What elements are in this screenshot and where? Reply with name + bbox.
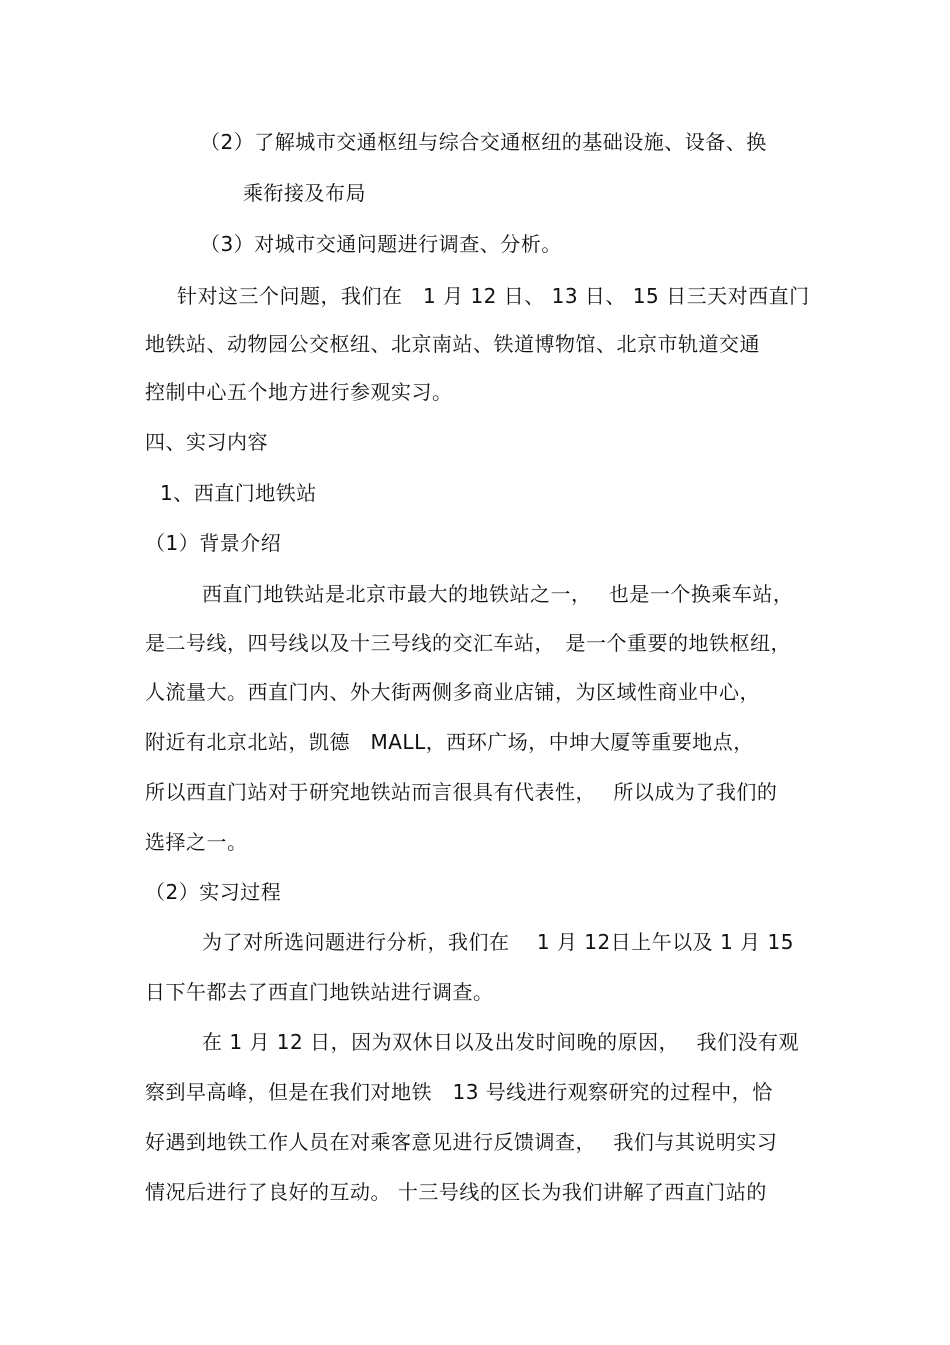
text-line-3: （3）对城市交通问题进行调查、分析。: [200, 232, 562, 256]
text-line-19: 在 1 月 12 日，因为双休日以及出发时间晚的原因， 我们没有观: [202, 1030, 799, 1054]
text-line-6: 控制中心五个地方进行参观实习。: [145, 380, 453, 404]
text-line-22: 情况后进行了良好的互动。 十三号线的区长为我们讲解了西直门站的: [145, 1180, 767, 1204]
text-line-5: 地铁站、动物园公交枢纽、北京南站、铁道博物馆、北京市轨道交通: [145, 332, 760, 356]
text-line-10: 西直门地铁站是北京市最大的地铁站之一， 也是一个换乘车站，: [202, 582, 794, 606]
text-line-18: 日下午都去了西直门地铁站进行调查。: [145, 980, 494, 1004]
item-heading-1: （1）背景介绍: [145, 531, 282, 555]
text-line-11: 是二号线，四号线以及十三号线的交汇车站， 是一个重要的地铁枢纽，: [145, 631, 791, 655]
text-line-20: 察到早高峰，但是在我们对地铁 13 号线进行观察研究的过程中，恰: [145, 1080, 773, 1104]
text-line-2: 乘衔接及布局: [243, 181, 366, 205]
item-heading-2: （2）实习过程: [145, 880, 282, 904]
text-line-21: 好遇到地铁工作人员在对乘客意见进行反馈调查， 我们与其说明实习: [145, 1130, 778, 1154]
text-line-13: 附近有北京北站，凯德 MALL，西环广场，中坤大厦等重要地点，: [145, 730, 754, 754]
text-line-14: 所以西直门站对于研究地铁站而言很具有代表性， 所以成为了我们的: [145, 780, 778, 804]
text-line-17: 为了对所选问题进行分析，我们在 1 月 12日上午以及 1 月 15: [202, 930, 794, 954]
text-line-15: 选择之一。: [145, 830, 248, 854]
subsection-heading: 1、西直门地铁站: [160, 481, 317, 505]
section-heading: 四、实习内容: [145, 430, 268, 454]
text-line-1: （2）了解城市交通枢纽与综合交通枢纽的基础设施、设备、换: [200, 130, 767, 154]
text-line-12: 人流量大。西直门内、外大街两侧多商业店铺，为区域性商业中心，: [145, 680, 760, 704]
text-line-4: 针对这三个问题，我们在 1 月 12 日、 13 日、 15 日三天对西直门: [177, 284, 810, 308]
